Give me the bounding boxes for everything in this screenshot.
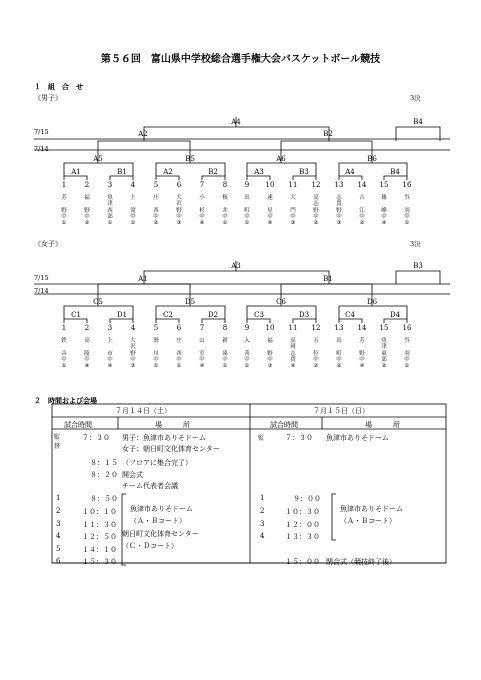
day1-row-time: １０：１０ [82,508,117,516]
day2-row-text: 閉会式（競技終了後） [326,558,396,566]
girls-team-name: 呉 羽 中 ① [404,338,410,370]
girls-first-label: D1 [116,311,128,319]
boys-seed-number: 3 [107,181,113,189]
girls-first-label: D4 [389,311,401,319]
girls-seed-number: 3 [107,324,113,332]
boys-team-name: 速 星 中 ④ [267,195,273,227]
boys-third-place-label: 3決 [410,94,421,102]
girls-seed-number: 9 [244,324,250,332]
boys-team-name: 桜 井 中 ① [222,195,228,227]
day1-row-no: 5 [56,545,61,553]
boys-team-name: 雄 峰 中 ④ [381,195,387,227]
boys-team-name: 魚 津 西 部 ① [107,195,113,227]
girls-team-name: 芳 野 中 ④ [359,338,365,370]
girls-first-label: C2 [163,311,173,319]
day2-col-place: 場 所 [365,421,400,429]
boys-seed-number: 7 [199,181,205,189]
boys-team-name: 高 志 野 中 ② [313,195,319,227]
girls-team-name: 新 湊 中 ① [222,338,228,370]
girls-team-name: 上 市 中 ④ [107,338,113,370]
day1-row-time: ７：３０ [82,434,110,442]
day2-row-no: 4 [260,532,265,540]
boys-seed-number: 1 [61,181,67,189]
boys-semi-label: B2 [323,130,333,138]
day1-row-no: 3 [56,520,61,528]
girls-team-name: 山 室 中 ④ [199,338,205,370]
day2-row-time: １２：００ [285,521,320,529]
girls-team-name: 高 陵 中 ④ [84,338,90,370]
boys-team-name: 小 杉 中 ④ [199,195,205,227]
day1-row-text: 開会式 チーム代表者会議 [122,471,178,490]
girls-seed-number: 15 [379,324,389,332]
day1-col-place: 場 所 [155,421,190,429]
boys-team-name: 庄 西 中 ② [153,195,159,227]
boys-semi-label: A2 [138,130,148,138]
girls-quarter-label: C5 [93,298,103,306]
boys-team-name: 出 町 中 ① [244,195,250,227]
day2-row-text: 魚津市ありそドーム [326,434,389,442]
day1-row-no: 監 督 [54,434,61,450]
boys-seed-number: 12 [311,181,321,189]
day2-col-time: 試合時間 [270,421,298,429]
girls-seed-number: 10 [265,324,275,332]
girls-date-day1: 7/14 [34,287,49,295]
day1-row-no: 6 [56,557,61,565]
boys-quarter-label: A6 [276,155,286,163]
girls-team-name: 高 岡 志 貴 ④ [290,338,296,370]
boys-quarter-label: B6 [367,155,377,163]
girls-seed-number: 12 [311,324,321,332]
boys-team-name: 吉 江 中 ② [359,195,365,227]
boys-first-label: B3 [299,168,309,176]
girls-seed-number: 7 [199,324,205,332]
girls-team-name: 鉄 音 中 ① [61,338,67,370]
day1-row-time: ８：５０ [90,495,118,503]
girls-seed-number: 5 [153,324,159,332]
day2-row-time: １３：３０ [285,533,320,541]
day2-row-no: 監 [258,435,265,442]
boys-team-name: 呉 羽 中 ① [404,195,410,227]
girls-team-name: 入 善 中 ① [244,338,250,370]
girls-seed-number: 4 [130,324,136,332]
boys-first-label: B4 [390,168,400,176]
girls-label: 《女子》 [34,240,62,248]
girls-final-label: A3 [231,262,241,270]
girls-seed-number: 14 [357,324,367,332]
boys-seed-number: 2 [84,181,90,189]
boys-seed-number: 5 [153,181,159,189]
girls-first-label: D3 [298,311,310,319]
girls-seed-number: 1 [61,324,67,332]
girls-third-label: B3 [413,262,423,270]
boys-first-label: A4 [345,168,355,176]
day1-row-no: 1 [56,494,61,502]
day1-row-time: １２：５０ [82,533,117,541]
boys-third-label: B4 [413,118,423,126]
girls-team-name: 滑 川 中 ① [153,338,159,370]
boys-first-label: A1 [71,168,81,176]
boys-team-name: 大 門 中 ③ [290,195,296,227]
day1-row-time: １４：１０ [82,546,117,554]
boys-label: 《男子》 [34,94,62,102]
day1-row-time: １５：３０ [82,558,117,566]
day1-row-time: １１：３０ [82,521,117,529]
page-title: 第５６回 富山県中学校総合選手権大会バスケットボール競技 [100,54,381,65]
day1-row-text: 男子：魚津市ありそドーム 女子：朝日町文化体育センター [122,434,220,453]
boys-seed-number: 15 [379,181,389,189]
boys-seed-number: 10 [265,181,275,189]
girls-seed-number: 11 [288,324,298,332]
day2-row-no: 1 [260,494,265,502]
day1-row-time: ８：２０ [90,471,118,479]
day1-row-no: 4 [56,532,61,540]
boys-date-day2: 7/15 [34,128,49,136]
girls-seed-number: 13 [334,324,344,332]
day1-row-text: 朝日町文化体育センター （Ｃ・Ｄコート） [122,530,199,550]
day2-row-time: ７：３０ [285,434,313,442]
day2-row-time: １５：００ [285,558,320,566]
day1-header: ７月１４日（土） [115,407,171,415]
day2-row-time: ９：００ [293,495,321,503]
girls-semi-label: A1 [138,275,148,283]
boys-seed-number: 11 [288,181,298,189]
day1-row-no: 2 [56,507,61,515]
day2-row-text: 魚津市ありそドーム （Ａ・Ｂコート） [340,505,403,525]
boys-team-name: 大 沢 野 中 ③ [176,195,182,227]
day2-header: ７月１５日（日） [313,407,369,415]
section1-heading: １ 組 合 せ [34,82,83,91]
boys-first-label: A3 [254,168,264,176]
girls-team-name: 庄 西 中 ① [176,338,182,370]
day1-row-time: ８：１５ [90,459,118,467]
girls-seed-number: 8 [222,324,228,332]
boys-seed-number: 8 [222,181,228,189]
girls-first-label: D2 [207,311,219,319]
girls-team-name: 出 町 中 ② [336,338,342,370]
boys-quarter-label: A5 [93,155,103,163]
boys-seed-number: 9 [244,181,250,189]
boys-team-name: 上 滝 中 ① [130,195,136,227]
boys-first-label: B2 [208,168,218,176]
boys-seed-number: 14 [357,181,367,189]
day2-row-no: 2 [260,507,265,515]
section2-heading: ２ 時間および会場 [34,396,97,405]
boys-date-day1: 7/14 [34,145,49,153]
day2-row-no: 3 [260,520,265,528]
boys-seed-number: 13 [334,181,344,189]
boys-first-label: A2 [163,168,173,176]
girls-team-name: 魚 津 東 部 ② [381,338,387,370]
girls-seed-number: 2 [84,324,90,332]
girls-quarter-label: C6 [276,298,286,306]
boys-team-name: 志 貴 野 中 ③ [336,195,342,227]
boys-seed-number: 6 [176,181,182,189]
day2-row-time: １０：３０ [285,508,320,516]
boys-seed-number: 4 [130,181,136,189]
boys-team-name: 芳 野 中 ① [61,195,67,227]
boys-first-label: B1 [117,168,127,176]
girls-team-name: 福 野 中 ③ [267,338,273,370]
girls-semi-label: B1 [323,275,333,283]
boys-quarter-label: B5 [185,155,195,163]
day1-col-time: 試合時間 [64,421,92,429]
day1-row-text: （フロアに集合完了） [122,459,192,467]
girls-team-name: 大 沢 野 中 ③ [130,338,136,370]
girls-first-label: C3 [254,311,264,319]
girls-first-label: C4 [345,311,355,319]
girls-seed-number: 6 [176,324,182,332]
girls-quarter-label: D5 [184,298,196,306]
day1-row-text: 魚津市ありそドーム （Ａ・Ｂコート） [130,505,193,525]
girls-team-name: 五 位 中 ② [313,338,319,370]
girls-date-day2: 7/15 [34,274,49,282]
girls-third-place-label: 3決 [410,240,421,248]
girls-first-label: C1 [71,311,81,319]
boys-seed-number: 16 [402,181,412,189]
girls-quarter-label: D6 [366,298,378,306]
boys-team-name: 福 野 中 ② [84,195,90,227]
girls-seed-number: 16 [402,324,412,332]
boys-final-label: A4 [231,118,241,126]
